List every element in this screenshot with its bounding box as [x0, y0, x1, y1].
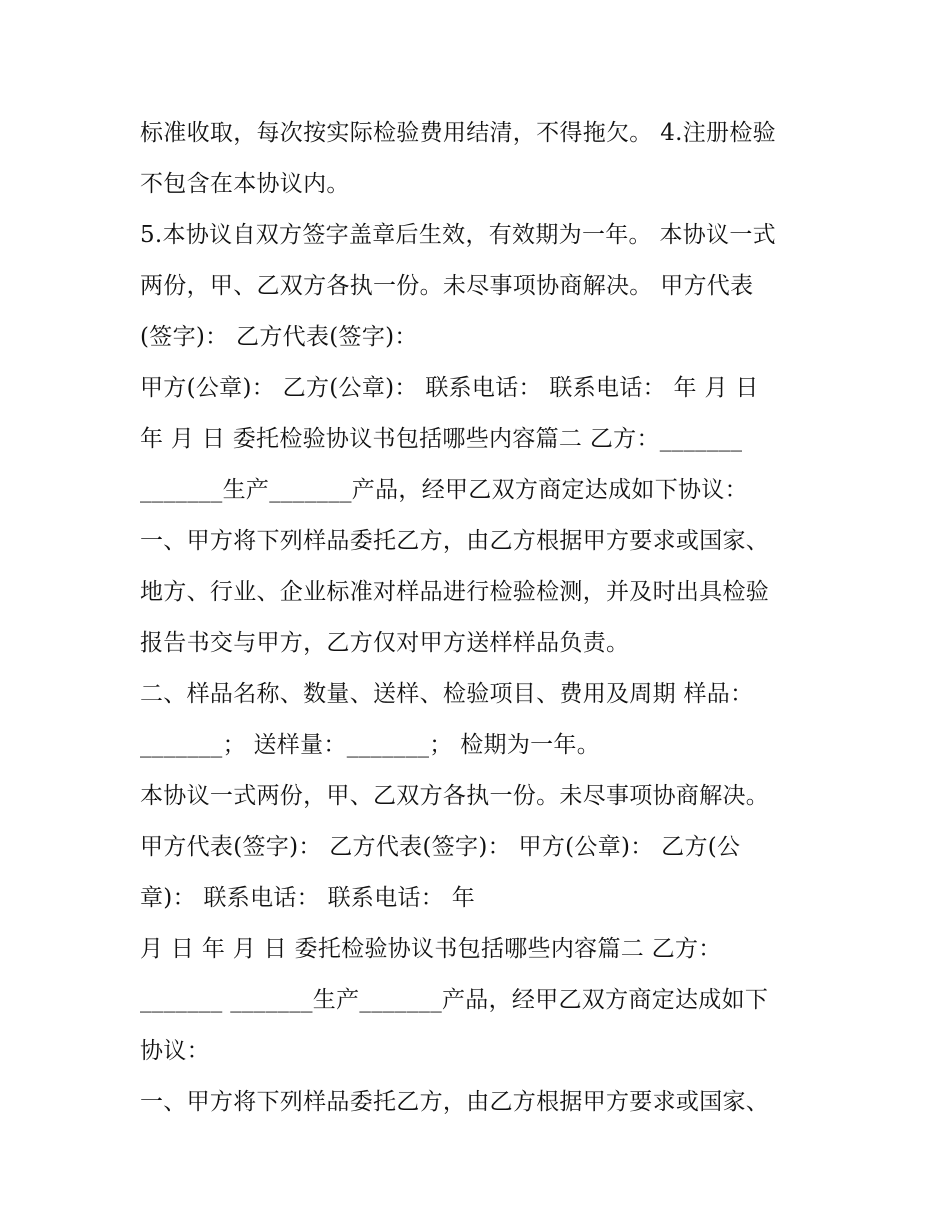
text-line: 两份，甲、乙双方各执一份。未尽事项协商解决。 甲方代表	[140, 273, 754, 299]
text-line: 协议：	[140, 1038, 210, 1064]
text-line: 5.本协议自双方签字盖章后生效，有效期为一年。 本协议一式	[140, 222, 776, 248]
text-line: 地方、行业、企业标准对样品进行检验检测，并及时出具检验	[140, 579, 770, 605]
text-line: (签字)： 乙方代表(签字)：	[140, 324, 418, 350]
text-line: 年 月 日 委托检验协议书包括哪些内容篇二 乙方：_______	[140, 426, 743, 452]
text-line: 章)： 联系电话： 联系电话： 年	[140, 885, 476, 911]
document-body	[140, 108, 830, 1128]
text-line: _______； 送样量：_______； 检期为一年。	[140, 732, 601, 758]
text-line: 标准收取，每次按实际检验费用结清，不得拖欠。 4.注册检验	[140, 120, 776, 146]
text-line: 不包含在本协议内。	[140, 171, 350, 197]
text-line: 报告书交与甲方，乙方仅对甲方送样样品负责。	[140, 630, 630, 656]
text-line: 一、甲方将下列样品委托乙方，由乙方根据甲方要求或国家、	[140, 528, 770, 554]
text-line: _______ _______生产_______产品，经甲乙双方商定达成如下	[140, 987, 769, 1013]
text-line: 甲方代表(签字)： 乙方代表(签字)： 甲方(公章)： 乙方(公	[140, 834, 741, 860]
text-line: _______生产_______产品，经甲乙双方商定达成如下协议：	[140, 477, 748, 503]
text-line: 本协议一式两份，甲、乙双方各执一份。未尽事项协商解决。	[140, 783, 770, 809]
text-line: 一、甲方将下列样品委托乙方，由乙方根据甲方要求或国家、	[140, 1089, 770, 1115]
text-line: 二、样品名称、数量、送样、检验项目、费用及周期 样品：	[140, 681, 754, 707]
text-line: 月 日 年 月 日 委托检验协议书包括哪些内容篇二 乙方：	[140, 936, 722, 962]
text-line: 甲方(公章)： 乙方(公章)： 联系电话： 联系电话： 年 月 日	[140, 375, 759, 401]
